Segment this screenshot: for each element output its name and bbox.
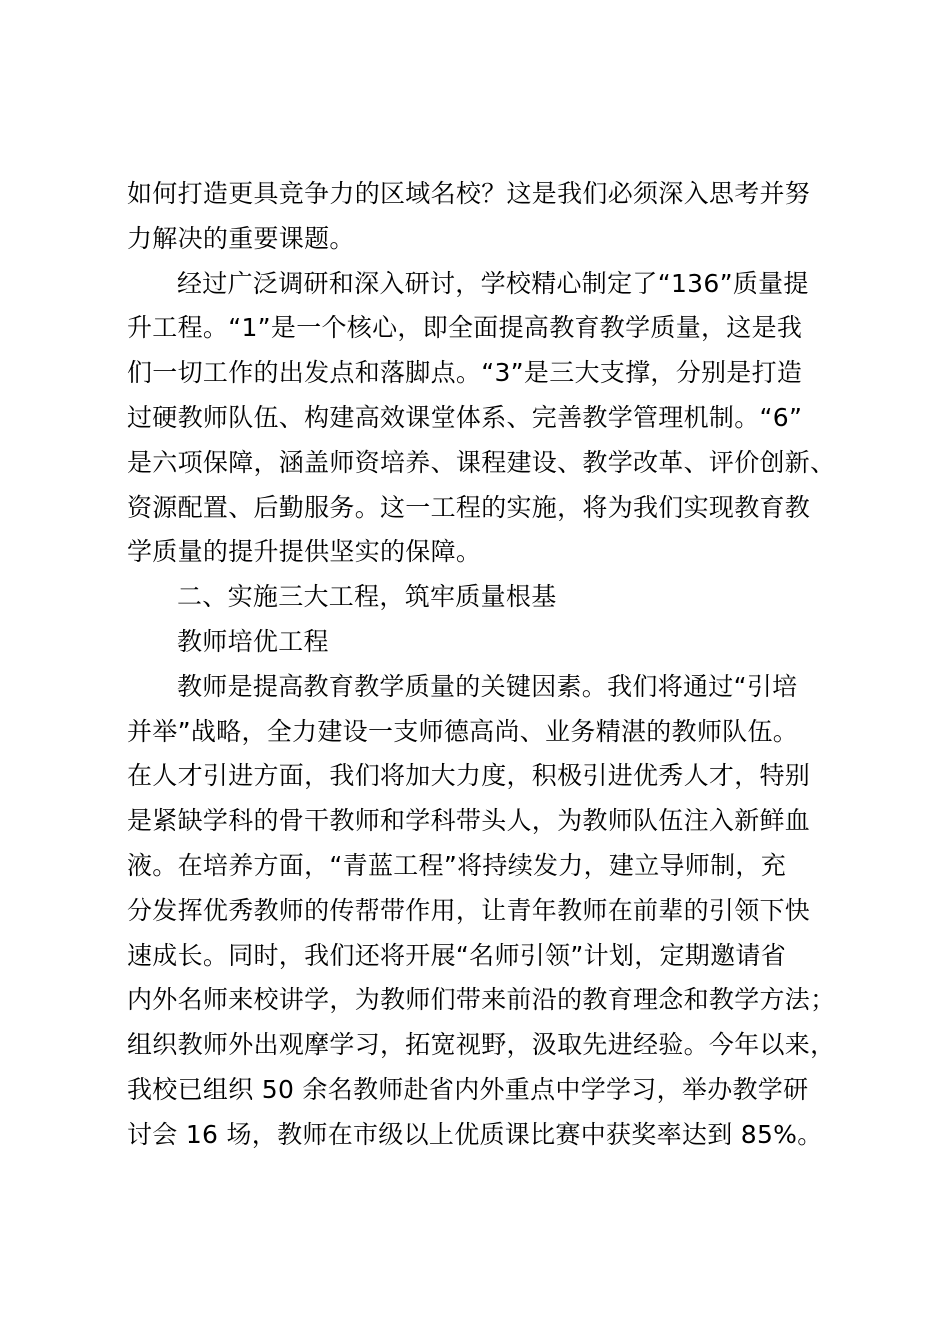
text-line: 升工程。“1”是一个核心，即全面提高教育教学质量，这是我 — [127, 313, 803, 343]
paragraph-start-line: 教师是提高教育教学质量的关键因素。我们将通过“引培 — [177, 671, 798, 701]
text-line: 分发挥优秀教师的传帮带作用，让青年教师在前辈的引领下快 — [127, 895, 811, 925]
text-line: 内外名师来校讲学，为教师们带来前沿的教育理念和教学方法； — [127, 985, 836, 1015]
text-line: 学质量的提升提供坚实的保障。 — [127, 537, 482, 567]
text-line: 过硬教师队伍、构建高效课堂体系、完善教学管理机制。“6” — [127, 402, 803, 432]
text-line: 资源配置、后勤服务。这一工程的实施，将为我们实现教育教 — [127, 492, 811, 522]
paragraph-start-line: 经过广泛调研和深入研讨，学校精心制定了“136”质量提 — [177, 268, 809, 298]
text-line: 是紧缺学科的骨干教师和学科带头人，为教师队伍注入新鲜血 — [127, 806, 811, 836]
text-line: 我校已组织 50 余名教师赴省内外重点中学学习，举办教学研 — [127, 1074, 809, 1104]
text-line: 们一切工作的出发点和落脚点。“3”是三大支撑，分别是打造 — [127, 358, 803, 388]
text-line: 如何打造更具竞争力的区域名校？这是我们必须深入思考并努 — [127, 179, 811, 208]
text-line: 讨会 16 场，教师在市级以上优质课比赛中获奖率达到 85%。 — [127, 1119, 823, 1149]
subsection-heading: 教师培优工程 — [177, 626, 329, 656]
text-line: 并举”战略，全力建设一支师德高尚、业务精湛的教师队伍。 — [127, 716, 799, 746]
text-line: 在人才引进方面，我们将加大力度，积极引进优秀人才，特别 — [127, 761, 811, 791]
text-line: 是六项保障，涵盖师资培养、课程建设、教学改革、评价创新、 — [127, 447, 836, 477]
text-line: 力解决的重要课题。 — [127, 223, 355, 253]
text-line: 组织教师外出观摩学习，拓宽视野，汲取先进经验。今年以来， — [127, 1030, 836, 1060]
body-text — [127, 172, 872, 1158]
text-line: 速成长。同时，我们还将开展“名师引领”计划，定期邀请省 — [127, 940, 787, 970]
section-heading: 二、实施三大工程，筑牢质量根基 — [177, 582, 557, 612]
text-line: 液。在培养方面，“青蓝工程”将持续发力，建立导师制，充 — [127, 850, 787, 880]
